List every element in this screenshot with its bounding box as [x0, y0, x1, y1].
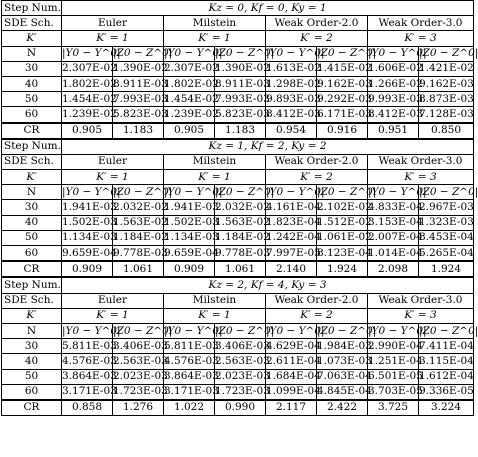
data-row — [2, 200, 474, 215]
k-prime-label: K′ — [2, 170, 62, 185]
error-value: 9.336E-05 — [419, 384, 474, 400]
error-value: 1.061E-02 — [317, 230, 368, 245]
k-prime-value: K′ = 1 — [62, 170, 164, 185]
y-error-header: |Y0 − Y^0| — [266, 323, 317, 338]
error-value: 1.073E-03 — [317, 354, 368, 369]
scheme-name: Euler — [62, 16, 164, 31]
error-value: 7.993E-03 — [113, 92, 164, 107]
block-params: Kz = 2, Kf = 4, Ky = 3 — [62, 277, 474, 293]
table-body — [2, 1, 478, 416]
cr-label: CR — [2, 123, 62, 139]
error-value: 9.993E-03 — [368, 92, 419, 107]
scheme-name: Milstein — [164, 16, 266, 31]
error-value: 4.576E-03 — [62, 354, 113, 369]
scheme-name: Weak Order-3.0 — [368, 154, 474, 169]
error-value: 1.723E-03 — [215, 384, 266, 400]
error-value: 1.802E-02 — [164, 76, 215, 91]
convergence-rate-value: 2.098 — [368, 261, 419, 277]
error-value: 1.134E-03 — [164, 230, 215, 245]
error-value: 7.993E-03 — [215, 92, 266, 107]
convergence-rate-value: 0.954 — [266, 123, 317, 139]
error-value: 4.161E-04 — [266, 200, 317, 215]
y-error-header: |Y0 − Y^0| — [62, 323, 113, 338]
step-count: 30 — [2, 61, 62, 76]
error-value: 2.307E-02 — [62, 61, 113, 76]
step-count: 50 — [2, 92, 62, 107]
convergence-rate-value: 1.183 — [215, 123, 266, 139]
convergence-rate-value: 0.858 — [62, 400, 113, 416]
k-prime-value: K′ = 3 — [368, 170, 474, 185]
error-value: 1.014E-04 — [368, 246, 419, 262]
error-value: 6.501E-05 — [368, 369, 419, 384]
scheme-name: Milstein — [164, 154, 266, 169]
z-error-header: |Z0 − Z^0| — [317, 46, 368, 61]
z-error-header: |Z0 − Z^0| — [317, 185, 368, 200]
data-row — [2, 107, 474, 123]
convergence-rate-value: 1.183 — [113, 123, 164, 139]
convergence-rate-value: 1.022 — [164, 400, 215, 416]
step-count: 40 — [2, 76, 62, 91]
y-error-header: |Y0 − Y^0| — [368, 185, 419, 200]
convergence-rate-row — [2, 261, 474, 277]
k-prime-value: K′ = 2 — [266, 170, 368, 185]
convergence-rate-value: 0.905 — [164, 123, 215, 139]
error-value: 5.823E-03 — [113, 107, 164, 123]
step-count: 50 — [2, 230, 62, 245]
error-value: 1.502E-03 — [164, 215, 215, 230]
error-value: 8.911E-03 — [215, 76, 266, 91]
kprime-row — [2, 170, 474, 185]
error-value: 1.941E-03 — [62, 200, 113, 215]
error-value: 8.412E-03 — [266, 107, 317, 123]
error-value: 4.833E-04 — [368, 200, 419, 215]
error-value: 1.941E-03 — [164, 200, 215, 215]
error-value: 2.967E-03 — [419, 200, 474, 215]
convergence-rate-value: 0.905 — [62, 123, 113, 139]
error-value: 5.823E-03 — [215, 107, 266, 123]
scheme-row — [2, 154, 474, 169]
y-error-header: |Y0 − Y^0| — [62, 46, 113, 61]
data-row — [2, 61, 474, 76]
error-value: 9.162E-03 — [419, 76, 474, 91]
data-row — [2, 384, 474, 400]
z-error-header: |Z0 − Z^0| — [113, 323, 164, 338]
z-error-header: |Z0 − Z^0| — [419, 323, 474, 338]
error-value: 8.123E-04 — [317, 246, 368, 262]
z-error-header: |Z0 − Z^0| — [113, 185, 164, 200]
step-num-label: Step Num. — [2, 139, 62, 155]
kprime-row — [2, 308, 474, 323]
error-value: 2.563E-03 — [215, 354, 266, 369]
scheme-name: Weak Order-2.0 — [266, 154, 368, 169]
k-prime-value: K′ = 3 — [368, 308, 474, 323]
z-error-header: |Z0 − Z^0| — [113, 46, 164, 61]
error-value: 3.406E-03 — [215, 339, 266, 354]
error-value: 8.873E-03 — [419, 92, 474, 107]
error-value: 1.613E-02 — [266, 61, 317, 76]
error-value: 1.684E-04 — [266, 369, 317, 384]
step-count: 50 — [2, 369, 62, 384]
scheme-name: Weak Order-2.0 — [266, 16, 368, 31]
scheme-name: Milstein — [164, 293, 266, 308]
error-value: 5.811E-03 — [164, 339, 215, 354]
block-param-row — [2, 1, 474, 16]
error-value: 9.292E-03 — [317, 92, 368, 107]
convergence-rate-value: 0.850 — [419, 123, 474, 139]
error-value: 9.162E-03 — [317, 76, 368, 91]
convergence-rate-value: 1.276 — [113, 400, 164, 416]
error-value: 5.811E-03 — [62, 339, 113, 354]
error-value: 3.703E-05 — [368, 384, 419, 400]
data-row — [2, 246, 474, 262]
convergence-rate-value: 3.224 — [419, 400, 474, 416]
k-prime-value: K′ = 1 — [164, 31, 266, 46]
cr-label: CR — [2, 261, 62, 277]
error-value: 7.063E-04 — [317, 369, 368, 384]
error-value: 1.323E-03 — [419, 215, 474, 230]
error-value: 1.390E-02 — [215, 61, 266, 76]
error-value: 9.893E-03 — [266, 92, 317, 107]
convergence-rate-row — [2, 400, 474, 416]
k-prime-value: K′ = 1 — [164, 170, 266, 185]
convergence-rate-value: 0.909 — [62, 261, 113, 277]
error-header-row — [2, 185, 474, 200]
error-value: 1.239E-02 — [62, 107, 113, 123]
error-value: 1.134E-03 — [62, 230, 113, 245]
sde-scheme-label: SDE Sch. — [2, 16, 62, 31]
scheme-name: Euler — [62, 154, 164, 169]
error-value: 9.659E-04 — [62, 246, 113, 262]
k-prime-value: K′ = 1 — [62, 308, 164, 323]
error-value: 1.454E-02 — [164, 92, 215, 107]
y-error-header: |Y0 − Y^0| — [164, 46, 215, 61]
k-prime-label: K′ — [2, 31, 62, 46]
k-prime-value: K′ = 1 — [164, 308, 266, 323]
error-value: 2.563E-03 — [113, 354, 164, 369]
convergence-rate-value: 1.061 — [215, 261, 266, 277]
y-error-header: |Y0 − Y^0| — [266, 46, 317, 61]
error-value: 1.563E-02 — [113, 215, 164, 230]
error-value: 9.778E-03 — [215, 246, 266, 262]
step-count: 40 — [2, 354, 62, 369]
y-error-header: |Y0 − Y^0| — [62, 185, 113, 200]
step-count: 60 — [2, 107, 62, 123]
error-value: 1.184E-02 — [113, 230, 164, 245]
error-value: 1.239E-02 — [164, 107, 215, 123]
error-value: 7.128E-03 — [419, 107, 474, 123]
data-row — [2, 369, 474, 384]
error-value: 2.007E-04 — [368, 230, 419, 245]
convergence-rate-row — [2, 123, 474, 139]
error-value: 3.171E-03 — [62, 384, 113, 400]
convergence-rate-value: 2.117 — [266, 400, 317, 416]
convergence-rate-value: 3.725 — [368, 400, 419, 416]
error-value: 7.997E-05 — [266, 246, 317, 262]
block-param-row — [2, 139, 474, 155]
error-value: 8.453E-04 — [419, 230, 474, 245]
k-prime-value: K′ = 2 — [266, 31, 368, 46]
scheme-name: Weak Order-2.0 — [266, 293, 368, 308]
n-label: N — [2, 323, 62, 338]
error-value: 8.911E-03 — [113, 76, 164, 91]
error-value: 4.845E-04 — [317, 384, 368, 400]
data-row — [2, 215, 474, 230]
convergence-rate-value: 2.422 — [317, 400, 368, 416]
error-value: 1.984E-03 — [317, 339, 368, 354]
error-value: 1.454E-02 — [62, 92, 113, 107]
data-row — [2, 354, 474, 369]
block-param-row — [2, 277, 474, 293]
error-value: 1.512E-02 — [317, 215, 368, 230]
error-value: 1.390E-02 — [113, 61, 164, 76]
error-value: 2.023E-03 — [215, 369, 266, 384]
convergence-rate-value: 1.924 — [317, 261, 368, 277]
sde-scheme-label: SDE Sch. — [2, 293, 62, 308]
error-value: 2.023E-03 — [113, 369, 164, 384]
step-count: 60 — [2, 384, 62, 400]
kprime-row — [2, 31, 474, 46]
step-count: 60 — [2, 246, 62, 262]
convergence-rate-value: 0.951 — [368, 123, 419, 139]
k-prime-value: K′ = 2 — [266, 308, 368, 323]
error-value: 7.411E-04 — [419, 339, 474, 354]
error-value: 1.823E-04 — [266, 215, 317, 230]
y-error-header: |Y0 − Y^0| — [164, 323, 215, 338]
convergence-rate-value: 1.061 — [113, 261, 164, 277]
error-value: 3.406E-03 — [113, 339, 164, 354]
error-value: 3.153E-04 — [368, 215, 419, 230]
error-value: 1.298E-02 — [266, 76, 317, 91]
error-value: 3.171E-03 — [164, 384, 215, 400]
z-error-header: |Z0 − Z^0| — [419, 185, 474, 200]
convergence-rate-value: 0.990 — [215, 400, 266, 416]
error-value: 1.606E-02 — [368, 61, 419, 76]
y-error-header: |Y0 − Y^0| — [368, 46, 419, 61]
error-value: 1.802E-02 — [62, 76, 113, 91]
sde-scheme-label: SDE Sch. — [2, 154, 62, 169]
error-value: 6.171E-03 — [317, 107, 368, 123]
error-value: 1.184E-02 — [215, 230, 266, 245]
error-value: 2.611E-04 — [266, 354, 317, 369]
k-prime-label: K′ — [2, 308, 62, 323]
convergence-table — [1, 0, 478, 416]
y-error-header: |Y0 − Y^0| — [368, 323, 419, 338]
error-value: 2.032E-02 — [215, 200, 266, 215]
error-value: 1.723E-03 — [113, 384, 164, 400]
data-row — [2, 339, 474, 354]
convergence-rate-value: 2.140 — [266, 261, 317, 277]
error-value: 9.659E-04 — [164, 246, 215, 262]
error-value: 1.415E-02 — [317, 61, 368, 76]
error-value: 1.563E-02 — [215, 215, 266, 230]
z-error-header: |Z0 − Z^0| — [419, 46, 474, 61]
error-value: 2.307E-02 — [164, 61, 215, 76]
error-value: 3.864E-03 — [62, 369, 113, 384]
error-value: 8.412E-03 — [368, 107, 419, 123]
error-value: 3.115E-04 — [419, 354, 474, 369]
step-count: 30 — [2, 339, 62, 354]
step-count: 30 — [2, 200, 62, 215]
scheme-row — [2, 16, 474, 31]
block-params: Kz = 1, Kf = 2, Ky = 2 — [62, 139, 474, 155]
scheme-name: Weak Order-3.0 — [368, 16, 474, 31]
step-num-label: Step Num. — [2, 1, 62, 16]
step-num-label: Step Num. — [2, 277, 62, 293]
error-header-row — [2, 46, 474, 61]
error-header-row — [2, 323, 474, 338]
error-value: 1.242E-04 — [266, 230, 317, 245]
error-value: 1.266E-02 — [368, 76, 419, 91]
error-value: 4.576E-03 — [164, 354, 215, 369]
error-value: 9.778E-03 — [113, 246, 164, 262]
error-value: 2.990E-04 — [368, 339, 419, 354]
data-row — [2, 76, 474, 91]
y-error-header: |Y0 − Y^0| — [164, 185, 215, 200]
error-value: 1.612E-04 — [419, 369, 474, 384]
error-value: 1.099E-04 — [266, 384, 317, 400]
error-value: 2.032E-02 — [113, 200, 164, 215]
k-prime-value: K′ = 1 — [62, 31, 164, 46]
error-value: 1.251E-04 — [368, 354, 419, 369]
error-value: 5.265E-04 — [419, 246, 474, 262]
convergence-rate-value: 1.924 — [419, 261, 474, 277]
data-row — [2, 92, 474, 107]
scheme-name: Euler — [62, 293, 164, 308]
error-value: 4.629E-04 — [266, 339, 317, 354]
data-row — [2, 230, 474, 245]
error-value: 1.421E-02 — [419, 61, 474, 76]
scheme-name: Weak Order-3.0 — [368, 293, 474, 308]
error-value: 2.102E-02 — [317, 200, 368, 215]
n-label: N — [2, 46, 62, 61]
error-value: 3.864E-03 — [164, 369, 215, 384]
cr-label: CR — [2, 400, 62, 416]
convergence-rate-value: 0.909 — [164, 261, 215, 277]
error-value: 1.502E-03 — [62, 215, 113, 230]
z-error-header: |Z0 − Z^0| — [215, 185, 266, 200]
z-error-header: |Z0 − Z^0| — [317, 323, 368, 338]
step-count: 40 — [2, 215, 62, 230]
k-prime-value: K′ = 3 — [368, 31, 474, 46]
convergence-rate-value: 0.916 — [317, 123, 368, 139]
block-params: Kz = 0, Kf = 0, Ky = 1 — [62, 1, 474, 16]
y-error-header: |Y0 − Y^0| — [266, 185, 317, 200]
z-error-header: |Z0 − Z^0| — [215, 323, 266, 338]
z-error-header: |Z0 − Z^0| — [215, 46, 266, 61]
n-label: N — [2, 185, 62, 200]
scheme-row — [2, 293, 474, 308]
